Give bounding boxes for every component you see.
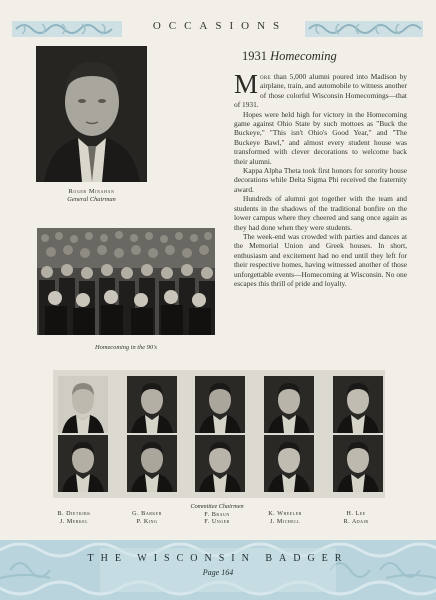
committee-names-col-3 (185, 503, 249, 526)
article-title-text: Homecoming (270, 49, 337, 63)
article-paragraph: The week-end was crowded with parties and dances at the Memorial Union and Greek houses. In short, enthusiasm and excitement had no end until they left for their respective homes, having witnessed another of those unforgettable events—Homecoming at Wisconsin. No one escapes this thrill of pride and loyalty. (234, 231, 407, 288)
portrait-role: General Chairman (67, 196, 116, 203)
committee-member-photo (58, 376, 108, 433)
committee-name: H. Lee (346, 510, 366, 517)
article-first-word: ore (260, 72, 271, 81)
section-title: OCCASIONS (152, 20, 288, 32)
committee-name: F. Braun (204, 510, 230, 518)
committee-member-photo (195, 376, 245, 433)
committee-names-col-5 (324, 510, 388, 525)
committee-member-photo (127, 376, 177, 433)
committee-heading: Committee Chairmen (190, 503, 244, 510)
article-paragraph: Kappa Alpha Theta took first honors for sorority house decorations while Delta Sigma Phi received the fraternity award. (234, 166, 407, 194)
committee-name: B. Dietkirk (57, 510, 91, 517)
committee-name: J. Merkel (59, 517, 89, 525)
committee-name: K. Wheeler (268, 510, 302, 517)
portrait-name: Roger Minahan (68, 188, 115, 195)
header-ornament-left (12, 18, 122, 40)
committee-name: F. Unger (204, 518, 230, 526)
committee-name: R. Adair (343, 517, 369, 525)
committee-member-photo (58, 435, 108, 492)
crowd-caption (37, 344, 215, 352)
committee-names-col-1 (42, 510, 106, 525)
committee-member-photo (264, 376, 314, 433)
page-number: Page 164 (202, 568, 234, 577)
portrait-photo (36, 46, 147, 182)
committee-name: G. Barker (132, 510, 162, 517)
crowd-photo (37, 228, 215, 335)
committee-member-photo (195, 435, 245, 492)
committee-name: P. King (136, 517, 158, 525)
committee-member-photo (127, 435, 177, 492)
committee-member-photo (333, 435, 383, 492)
committee-names-col-2 (115, 510, 179, 525)
article-paragraph: Hopes were held high for victory in the Homecoming game against Ohio State by such mottoes as "Buck the Buckeye," "This isn't Ohio's Good Year," and "The Buckeye Bawl," and almost every student house was transformed with clever decorations to welcome back their alumni. (234, 109, 407, 166)
article-paragraph: Hundreds of alumni got together with the team and students in the shadows of the traditional bonfire on the lower campus where they cheered and sang once again as they had done when they were students. (234, 194, 407, 232)
portrait-caption (36, 188, 147, 204)
drop-cap: M (234, 69, 259, 99)
footer-title: THE WISCONSIN BADGER (87, 553, 349, 564)
article-title-year: 1931 (242, 49, 267, 63)
article-paragraph-text: than 5,000 alumni poured into Madison by airplane, train, and automobile to witness another of those colorful Wisconsin Homecomings—that of 1931. (234, 72, 407, 110)
committee-name: J. Michell (269, 517, 301, 525)
committee-member-photo (264, 435, 314, 492)
article-body (234, 69, 407, 288)
committee-names-col-4 (253, 510, 317, 525)
article-paragraph (234, 69, 407, 110)
committee-member-photo (333, 376, 383, 433)
crowd-caption-text: Homecoming in the 90's (95, 344, 157, 351)
article-title (242, 49, 412, 64)
header-ornament-right (305, 18, 423, 40)
